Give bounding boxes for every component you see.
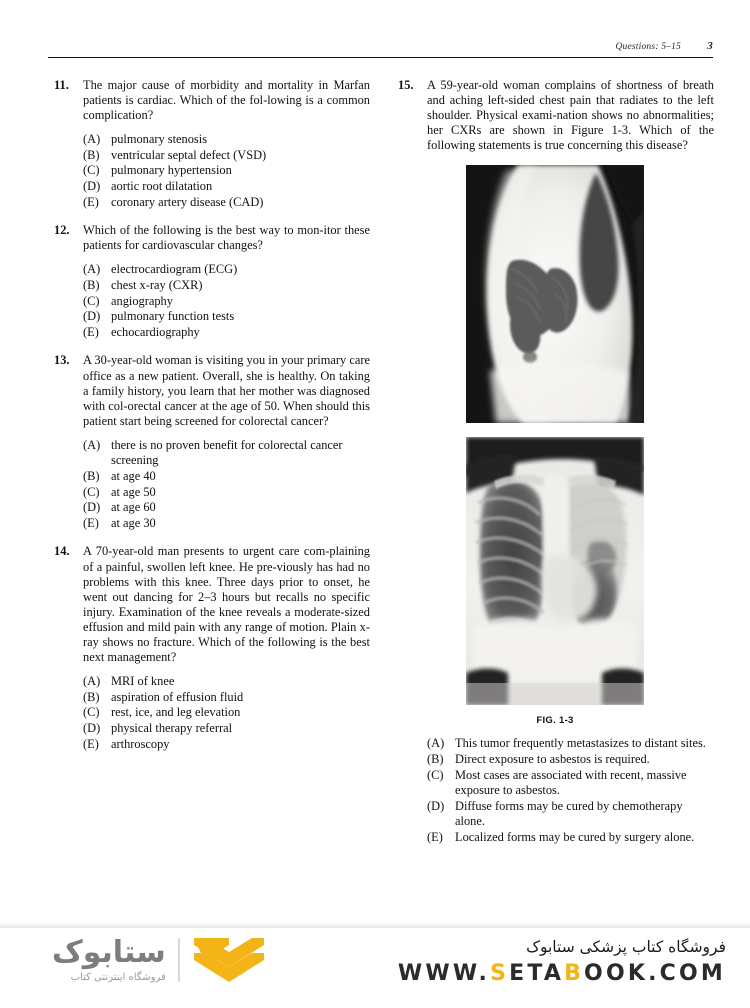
option-c[interactable] bbox=[83, 705, 370, 721]
page-number: 3 bbox=[707, 40, 713, 52]
url-part-eta: ETA bbox=[509, 961, 565, 986]
option-letter: (B) bbox=[427, 752, 444, 767]
question-stem: Which of the following is the best way to mon-itor these patients for cardiovascular changes? bbox=[83, 223, 370, 253]
left-column bbox=[52, 78, 370, 765]
option-text: aspiration of effusion fluid bbox=[111, 689, 244, 704]
option-d[interactable] bbox=[83, 309, 370, 325]
option-text: at age 40 bbox=[111, 469, 156, 484]
option-text: This tumor frequently metastasizes to distant sites. bbox=[455, 736, 706, 751]
question-number: 12. bbox=[54, 223, 70, 238]
option-a[interactable] bbox=[83, 438, 370, 469]
option-list bbox=[83, 674, 370, 752]
option-b[interactable] bbox=[83, 148, 370, 164]
option-c[interactable] bbox=[83, 485, 370, 501]
option-letter: (C) bbox=[83, 293, 100, 308]
option-text: pulmonary stenosis bbox=[111, 132, 208, 147]
question-15 bbox=[396, 78, 714, 846]
option-letter: (B) bbox=[83, 469, 100, 484]
option-letter: (C) bbox=[427, 767, 444, 782]
url-accent-s: S bbox=[490, 961, 510, 986]
option-text: arthroscopy bbox=[111, 736, 170, 751]
site-branding[interactable] bbox=[398, 938, 726, 986]
url-part-www: WWW. bbox=[397, 961, 491, 986]
option-letter: (D) bbox=[83, 179, 101, 194]
option-e[interactable] bbox=[83, 516, 370, 532]
option-text: coronary artery disease (CAD) bbox=[111, 194, 264, 209]
option-letter: (E) bbox=[427, 830, 443, 845]
option-letter: (E) bbox=[83, 515, 99, 530]
header-rule bbox=[48, 57, 713, 58]
option-letter: (D) bbox=[83, 720, 101, 735]
option-d[interactable] bbox=[83, 179, 370, 195]
option-letter: (D) bbox=[83, 500, 101, 515]
option-letter: (D) bbox=[427, 798, 445, 813]
question-number: 15. bbox=[398, 78, 414, 92]
right-column bbox=[396, 78, 714, 859]
option-letter: (B) bbox=[83, 689, 100, 704]
site-tagline: فروشگاه کتاب پزشکی ستابوک bbox=[526, 938, 726, 956]
option-b[interactable] bbox=[83, 469, 370, 485]
running-head-title: Questions: 5–15 bbox=[615, 42, 681, 52]
question-stem: A 59-year-old woman complains of shortness of breath and aching left-sided chest pain that radiates to the left shoulder. Physical exami-nation shows no abnormalities; her CXRs are shown in Figure 1-3. Which of the following statements is true concerning this disease? bbox=[427, 78, 714, 153]
chevron-stack-icon bbox=[192, 936, 266, 984]
logo-wordmark bbox=[52, 934, 166, 970]
question-stem: A 70-year-old man presents to urgent care com-plaining of a painful, swollen left knee. He pre-viously has had no problems with this knee. Three days prior to onset, he went out dancing for 2–3 hours but recalls no specific injury. Examination of the knee reveals a moderate-sized effusion and mild pain with any range of motion. Plain x-ray shows no fracture. Which of the following is the best next management? bbox=[83, 544, 370, 665]
option-d[interactable] bbox=[427, 799, 714, 830]
question-number: 14. bbox=[54, 544, 70, 559]
url-accent-b: B bbox=[564, 961, 585, 986]
option-a[interactable] bbox=[83, 674, 370, 690]
option-list bbox=[427, 736, 714, 845]
option-list bbox=[83, 132, 370, 210]
option-b[interactable] bbox=[427, 752, 714, 768]
option-text: Localized forms may be cured by surgery alone. bbox=[455, 830, 695, 845]
option-a[interactable] bbox=[427, 736, 714, 752]
option-c[interactable] bbox=[427, 768, 714, 799]
option-letter: (B) bbox=[83, 278, 100, 293]
option-b[interactable] bbox=[83, 278, 370, 294]
question-number: 11. bbox=[54, 78, 69, 92]
option-list bbox=[83, 262, 370, 340]
option-d[interactable] bbox=[83, 721, 370, 737]
option-letter: (C) bbox=[83, 705, 100, 720]
option-letter: (A) bbox=[83, 437, 101, 452]
pa-chest-radiograph bbox=[466, 437, 644, 705]
option-c[interactable] bbox=[83, 163, 370, 179]
option-text: at age 60 bbox=[111, 500, 156, 515]
figure-1-3 bbox=[396, 165, 714, 726]
option-text: chest x-ray (CXR) bbox=[111, 278, 203, 293]
option-letter: (D) bbox=[83, 309, 101, 324]
option-a[interactable] bbox=[83, 132, 370, 148]
option-text: ventricular septal defect (VSD) bbox=[111, 147, 267, 162]
option-c[interactable] bbox=[83, 294, 370, 310]
question-13 bbox=[52, 353, 370, 531]
option-text: pulmonary function tests bbox=[111, 309, 235, 324]
logo-wordmark-text: ستابوک bbox=[52, 934, 166, 970]
option-letter: (C) bbox=[83, 163, 100, 178]
option-text: angiography bbox=[111, 293, 173, 308]
option-text: Most cases are associated with recent, massive exposure to asbestos. bbox=[455, 767, 687, 798]
option-a[interactable] bbox=[83, 262, 370, 278]
option-letter: (A) bbox=[427, 736, 445, 751]
option-letter: (E) bbox=[83, 324, 99, 339]
question-stem: A 30-year-old woman is visiting you in your primary care office as a new patient. Overall, she is healthy. On taking a family history, you learn that her mother was diagnosed with col-orectal cancer at the age of 50. When should this patient start being screened for colorectal cancer? bbox=[83, 353, 370, 428]
option-e[interactable] bbox=[83, 195, 370, 211]
logo-divider bbox=[178, 938, 180, 982]
option-e[interactable] bbox=[427, 830, 714, 846]
option-text: at age 30 bbox=[111, 515, 156, 530]
option-text: at age 50 bbox=[111, 484, 156, 499]
option-text: pulmonary hypertension bbox=[111, 163, 232, 178]
option-list bbox=[83, 438, 370, 532]
option-letter: (A) bbox=[83, 674, 101, 689]
question-stem: The major cause of morbidity and mortality in Marfan patients is cardiac. Which of the fol-lowing is a common complication? bbox=[83, 78, 370, 123]
footer-watermark bbox=[0, 928, 750, 1008]
option-letter: (E) bbox=[83, 194, 99, 209]
logo-subtitle: فروشگاه اینترنتی کتاب bbox=[70, 971, 166, 983]
lateral-chest-radiograph bbox=[466, 165, 644, 423]
option-e[interactable] bbox=[83, 325, 370, 341]
question-number: 13. bbox=[54, 353, 70, 368]
question-12 bbox=[52, 223, 370, 340]
option-text: electrocardiogram (ECG) bbox=[111, 262, 238, 277]
running-head bbox=[48, 40, 713, 62]
option-text: echocardiography bbox=[111, 324, 200, 339]
option-text: Diffuse forms may be cured by chemotherapy alone. bbox=[455, 798, 683, 829]
option-letter: (A) bbox=[83, 262, 101, 277]
site-url[interactable] bbox=[398, 961, 726, 986]
setabook-logo[interactable] bbox=[52, 936, 266, 984]
option-text: MRI of knee bbox=[111, 674, 175, 689]
option-letter: (B) bbox=[83, 147, 100, 162]
figure-caption: FIG. 1-3 bbox=[536, 715, 574, 727]
option-letter: (C) bbox=[83, 484, 100, 499]
option-e[interactable] bbox=[83, 737, 370, 753]
option-text: rest, ice, and leg elevation bbox=[111, 705, 241, 720]
option-b[interactable] bbox=[83, 690, 370, 706]
option-text: aortic root dilatation bbox=[111, 179, 213, 194]
question-11 bbox=[52, 78, 370, 210]
option-letter: (E) bbox=[83, 736, 99, 751]
option-text: there is no proven benefit for colorectal cancer screening bbox=[111, 437, 343, 468]
option-text: physical therapy referral bbox=[111, 720, 233, 735]
question-14 bbox=[52, 544, 370, 752]
option-text: Direct exposure to asbestos is required. bbox=[455, 752, 650, 767]
option-letter: (A) bbox=[83, 132, 101, 147]
option-d[interactable] bbox=[83, 500, 370, 516]
url-part-ookcom: OOK.COM bbox=[584, 961, 726, 986]
